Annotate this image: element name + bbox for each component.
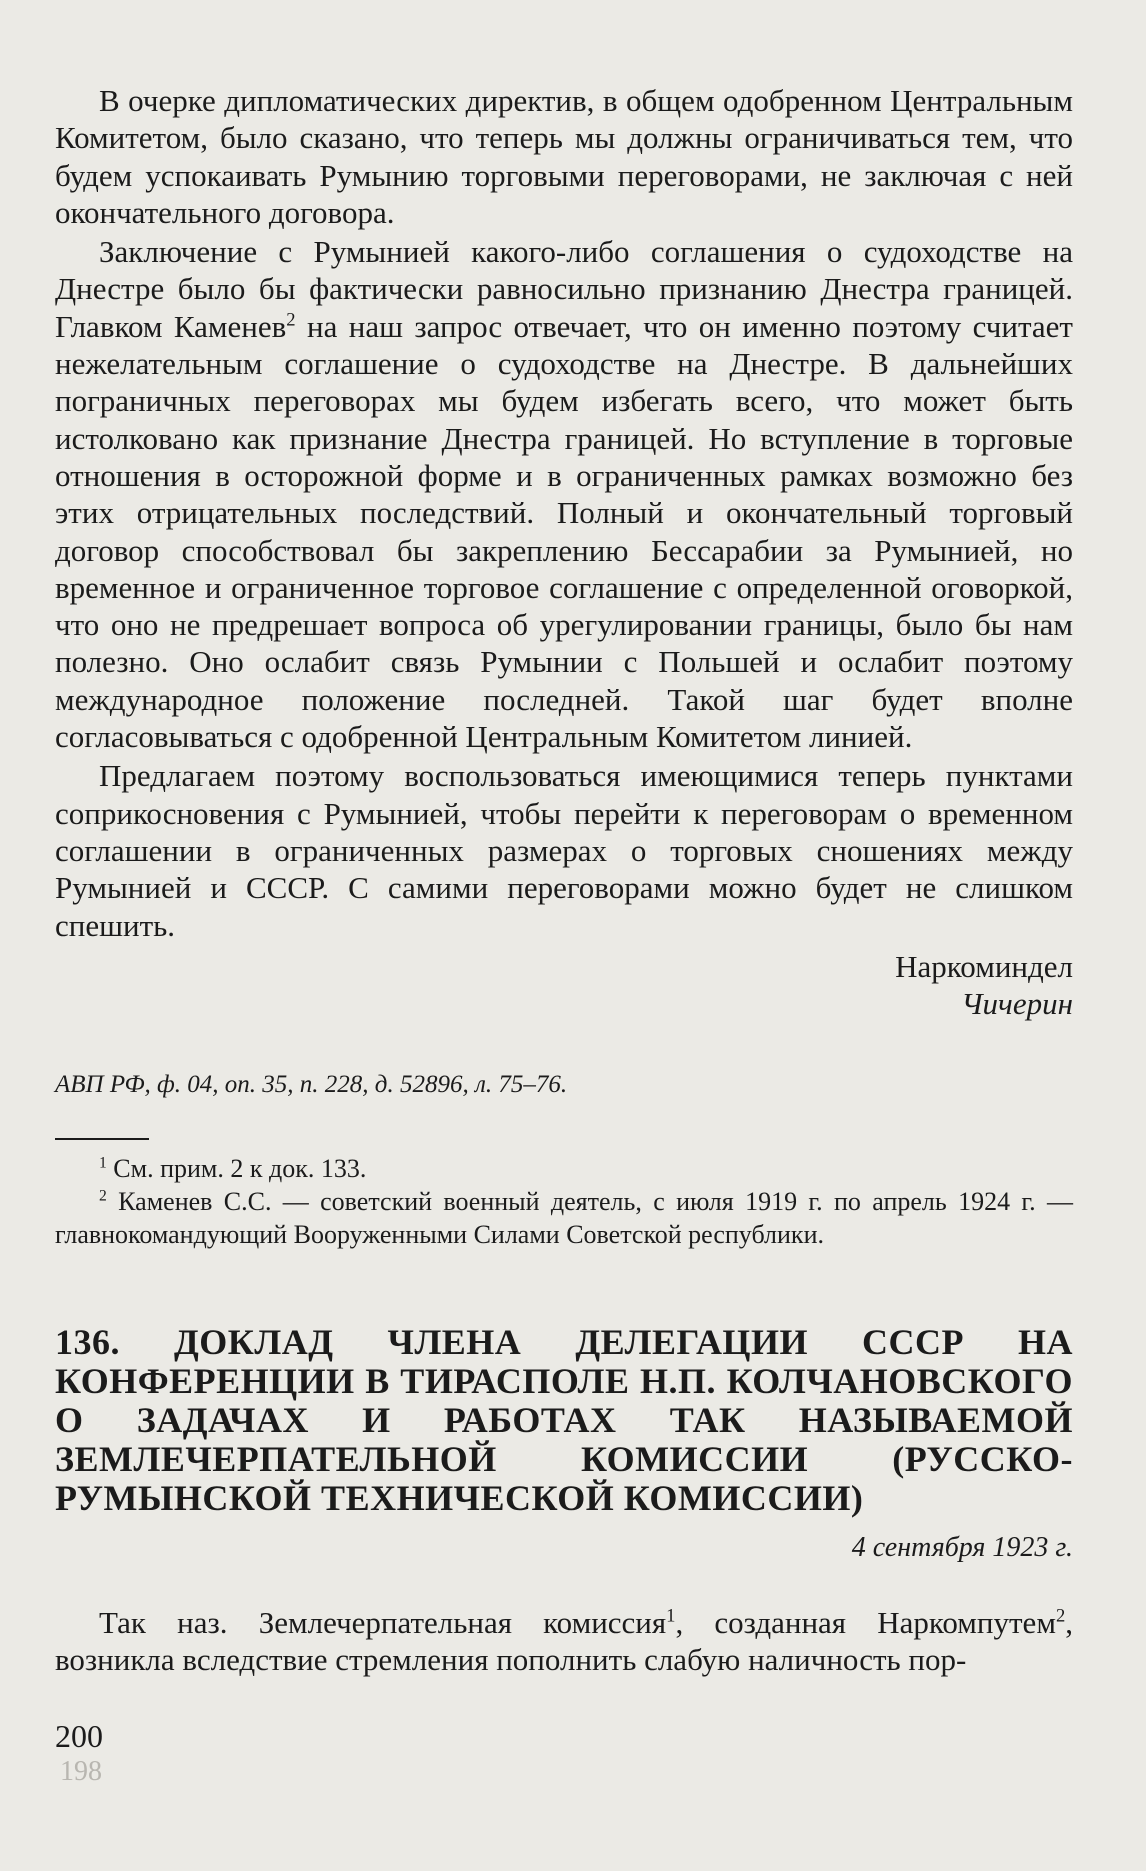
document-heading: 136. ДОКЛАД ЧЛЕНА ДЕЛЕГАЦИИ СССР НА КОНФЕРЕНЦИИ В ТИРАСПОЛЕ Н.П. КОЛЧАНОВСКОГО О ЗАДАЧАХ И РАБОТАХ ТАК НАЗЫВАЕМОЙ ЗЕМЛЕЧЕРПАТЕЛЬНОЙ КОМИССИИ (РУССКО-РУМЫНСКОЙ ТЕХНИЧЕСКОЙ КОМИССИИ)	[55, 1321, 1073, 1518]
paragraph-2-part-1: Заключение с Румынией какого-либо соглашения о судоходстве на Днестре было бы фактически равносильно признанию Днестра границей. Главком Каменев	[55, 234, 1073, 344]
paragraph-2-part-2: на наш запрос отвечает, что он именно поэтому считает нежелательным соглашение о судоходстве на Днестре. В дальнейших пограничных переговорах мы будем избегать всего, что может быть истолковано как признание Днестра границей. Но вступление в торговые отношения в осторожной форме и в ограниченных рамках возможно без этих отрицательных последствий. Полный и окончательный торговый договор способствовал бы закреплению Бессарабии за Румынией, но временное и ограниченное торговое соглашение с определенной оговоркой, что оно не предрешает вопроса об урегулировании границы, было бы нам полезно. Оно ослабит связь Румынии с Польшей и ослабит поэтому международное положение последней. Такой шаг будет вполне согласовываться с одобренной Центральным Комитетом линией.	[55, 308, 1073, 755]
footnote-mark-commission: 1	[666, 1605, 676, 1627]
footnote-2-mark: 2	[99, 1187, 107, 1205]
paragraph-2	[55, 233, 1073, 755]
signature-block	[55, 948, 1073, 1022]
document-page	[55, 82, 1073, 1678]
signature-title: Наркоминдел	[895, 948, 1073, 984]
footnote-1-mark: 1	[99, 1154, 107, 1172]
footnote-1	[55, 1152, 1073, 1185]
archive-reference: АВП РФ, ф. 04, оп. 35, п. 228, д. 52896, л. 75–76.	[55, 1070, 568, 1098]
footnote-2	[55, 1185, 1073, 1251]
footnote-mark-kamenev: 2	[286, 309, 296, 331]
page-number: 200	[55, 1718, 103, 1754]
signature-name: Чичерин	[961, 985, 1073, 1021]
footnote-2-text: Каменев С.С. — советский военный деятель, с июля 1919 г. по апрель 1924 г. — главнокомандующий Вооруженными Силами Советской республики.	[55, 1186, 1074, 1249]
footnote-mark-narkomput: 2	[1055, 1605, 1066, 1627]
footnote-divider	[55, 1138, 149, 1140]
ghost-page-number: 198	[60, 1756, 102, 1787]
footnote-1-text: См. прим. 2 к док. 133.	[113, 1153, 367, 1183]
paragraph-3: Предлагаем поэтому воспользоваться имеющимися теперь пунктами соприкосновения с Румынией, чтобы перейти к переговорам о временном соглашении в ограниченных размерах о торговых сношениях между Румынией и СССР. С самими переговорами можно будет не слишком спешить.	[55, 758, 1073, 943]
document-date: 4 сентября 1923 г.	[851, 1531, 1073, 1563]
lead-paragraph	[55, 1604, 1073, 1679]
paragraph-1: В очерке дипломатических директив, в общем одобренном Центральным Комитетом, было сказано, что теперь мы должны ограничиваться тем, что будем успокаивать Румынию торговыми переговорами, не заключая с ней окончательного договора.	[55, 83, 1073, 230]
lead-part-3: , возникла вследствие стремления пополнить слабую наличность пор-	[55, 1604, 1073, 1678]
lead-part-1: Так наз. Землечерпательная комиссия	[99, 1604, 667, 1640]
lead-part-2: , созданная Наркомпутем	[675, 1604, 1056, 1640]
